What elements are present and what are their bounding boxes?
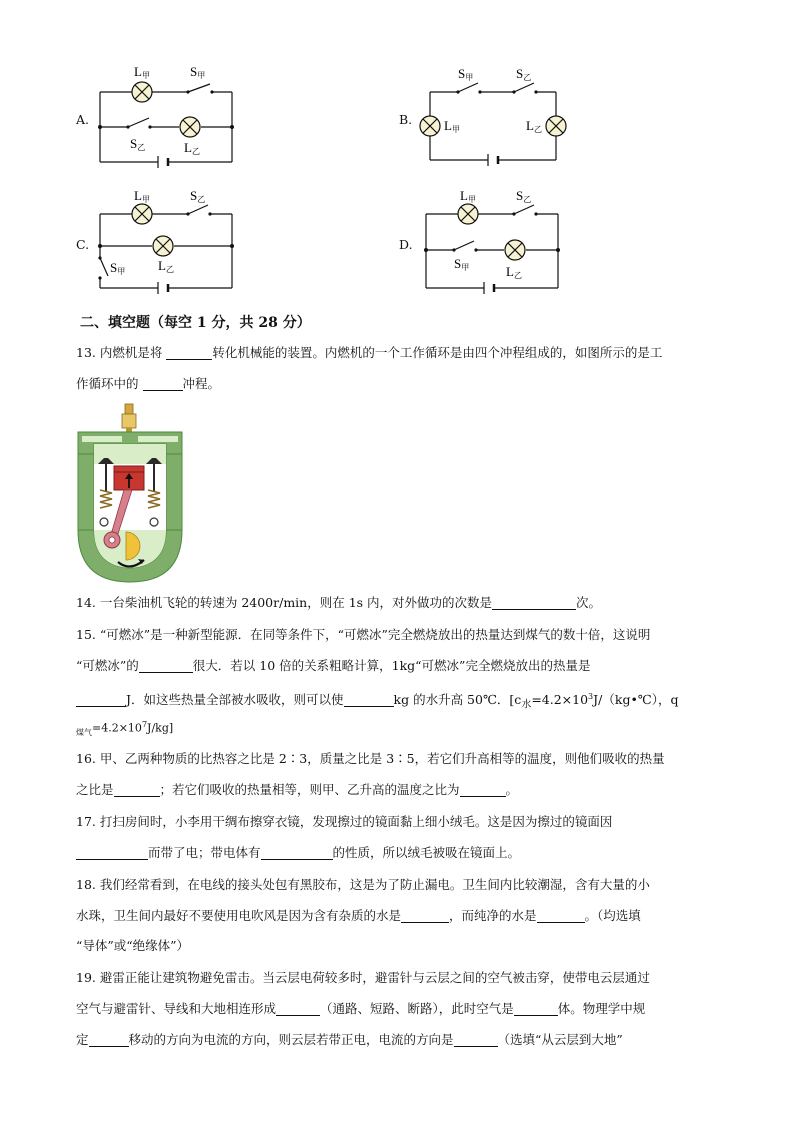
answer-blank[interactable] xyxy=(89,1032,129,1047)
answer-blank[interactable] xyxy=(143,376,183,391)
switch-jia-label: S甲 xyxy=(110,260,126,276)
lamp-jia-label: L甲 xyxy=(460,188,476,204)
answer-blank[interactable] xyxy=(401,908,449,923)
switch-jia-label: S甲 xyxy=(190,64,206,80)
lamp-icon xyxy=(458,204,478,224)
lamp-icon xyxy=(153,236,173,256)
switch-jia-label: S甲 xyxy=(458,66,474,82)
question-18-line-1: 18. 我们经常看到，在电线的接头处包有黑胶布，这是为了防止漏电。卫生间内比较潮湿，含有大量的小 xyxy=(76,877,650,892)
option-d-letter: D. xyxy=(399,237,413,252)
switch-yi-label: S乙 xyxy=(190,188,206,204)
question-16-line-1: 16. 甲、乙两种物质的比热容之比是 2∶3，质量之比是 3∶5，若它们升高相等的温度，则他们吸收的热量 xyxy=(76,751,665,766)
option-b-letter: B. xyxy=(399,112,413,127)
lamp-icon xyxy=(132,204,152,224)
question-15-line-1: 15. “可燃冰”是一种新型能源．在同等条件下，“可燃冰”完全燃烧放出的热量达到煤气的数十倍，这说明 xyxy=(76,627,651,642)
question-19-line-1: 19. 避雷正能让建筑物避免雷击。当云层电荷较多时，避雷针与云层之间的空气被击穿，使带电云层通过 xyxy=(76,970,650,985)
answer-blank[interactable] xyxy=(344,692,394,707)
lamp-icon xyxy=(132,82,152,102)
question-14: 14. 一台柴油机飞轮的转速为 2400r/min，则在 1s 内，对外做功的次数是 次。 xyxy=(76,595,602,610)
option-a-letter: A. xyxy=(76,112,90,127)
question-18-line-3: “导体”或“绝缘体”） xyxy=(76,938,190,953)
lamp-icon xyxy=(420,116,440,136)
circuit-diagram-b xyxy=(418,60,578,172)
circuit-diagram-a xyxy=(92,60,242,172)
lamp-icon xyxy=(546,116,566,136)
switch-yi-label: S乙 xyxy=(516,188,532,204)
answer-blank[interactable] xyxy=(454,1032,498,1047)
switch-yi-label: S乙 xyxy=(130,136,146,152)
question-13-line-1: 13. 内燃机是将 转化机械能的装置。内燃机的一个工作循环是由四个冲程组成的，如图所示的是工 xyxy=(76,345,663,360)
answer-blank[interactable] xyxy=(261,845,333,860)
lamp-jia-label: L甲 xyxy=(134,64,150,80)
circuit-diagram-c xyxy=(92,184,242,302)
answer-blank[interactable] xyxy=(76,692,126,707)
answer-blank[interactable] xyxy=(514,1001,558,1016)
question-15-line-3: J．如这些热量全部被水吸收，则可以使 kg 的水升高 50℃．[$c_水=4.2\times 10^3J/(kg•℃)$，q xyxy=(76,688,679,715)
answer-blank[interactable] xyxy=(139,658,193,673)
question-16-line-2: 之比是 ；若它们吸收的热量相等，则甲、乙升高的温度之比为 。 xyxy=(76,782,519,797)
answer-blank[interactable] xyxy=(276,1001,320,1016)
answer-blank[interactable] xyxy=(492,595,576,610)
question-15-line-4: $_{煤气}=4.2\times 10^7J/kg$] xyxy=(76,720,174,737)
question-19-line-3: 定 移动的方向为电流的方向，则云层若带正电，电流的方向是 （选填“从云层到大地” xyxy=(76,1032,623,1047)
section-title: 二、填空题（每空 1 分，共 28 分） xyxy=(80,315,311,331)
question-15-line-2: “可燃冰”的 很大．若以 10 倍的关系粗略计算，1kg“可燃冰”完全燃烧放出的热量是 xyxy=(76,658,591,673)
switch-yi-label: S乙 xyxy=(516,66,532,82)
answer-blank[interactable] xyxy=(114,782,160,797)
lamp-yi-label: L乙 xyxy=(506,264,522,280)
answer-blank[interactable] xyxy=(166,345,212,360)
lamp-yi-label: L乙 xyxy=(158,258,174,274)
lamp-icon xyxy=(180,117,200,137)
answer-blank[interactable] xyxy=(76,845,148,860)
switch-jia-label: S甲 xyxy=(454,256,470,272)
question-18-line-2: 水珠，卫生间内最好不要使用电吹风是因为含有杂质的水是 ，而纯净的水是 。（均选填 xyxy=(76,908,641,923)
question-13-line-2: 作循环中的 冲程。 xyxy=(76,376,221,391)
lamp-yi-label: L乙 xyxy=(526,118,542,134)
lamp-jia-label: L甲 xyxy=(134,188,150,204)
circuit-diagram-d xyxy=(418,184,568,302)
lamp-icon xyxy=(505,240,525,260)
engine-stroke-diagram xyxy=(74,400,186,584)
answer-blank[interactable] xyxy=(460,782,506,797)
question-17-line-1: 17. 打扫房间时，小李用干绸布擦穿衣镜，发现擦过的镜面黏上细小绒毛。这是因为擦过的镜面因 xyxy=(76,814,613,829)
option-c-letter: C. xyxy=(76,237,90,252)
lamp-yi-label: L乙 xyxy=(184,140,200,156)
question-19-line-2: 空气与避雷针、导线和大地相连形成 （通路、短路、断路），此时空气是 体。物理学中规 xyxy=(76,1001,646,1016)
answer-blank[interactable] xyxy=(537,908,585,923)
lamp-jia-label: L甲 xyxy=(444,118,460,134)
question-17-line-2: 而带了电；带电体有 的性质，所以绒毛被吸在镜面上。 xyxy=(76,844,520,862)
